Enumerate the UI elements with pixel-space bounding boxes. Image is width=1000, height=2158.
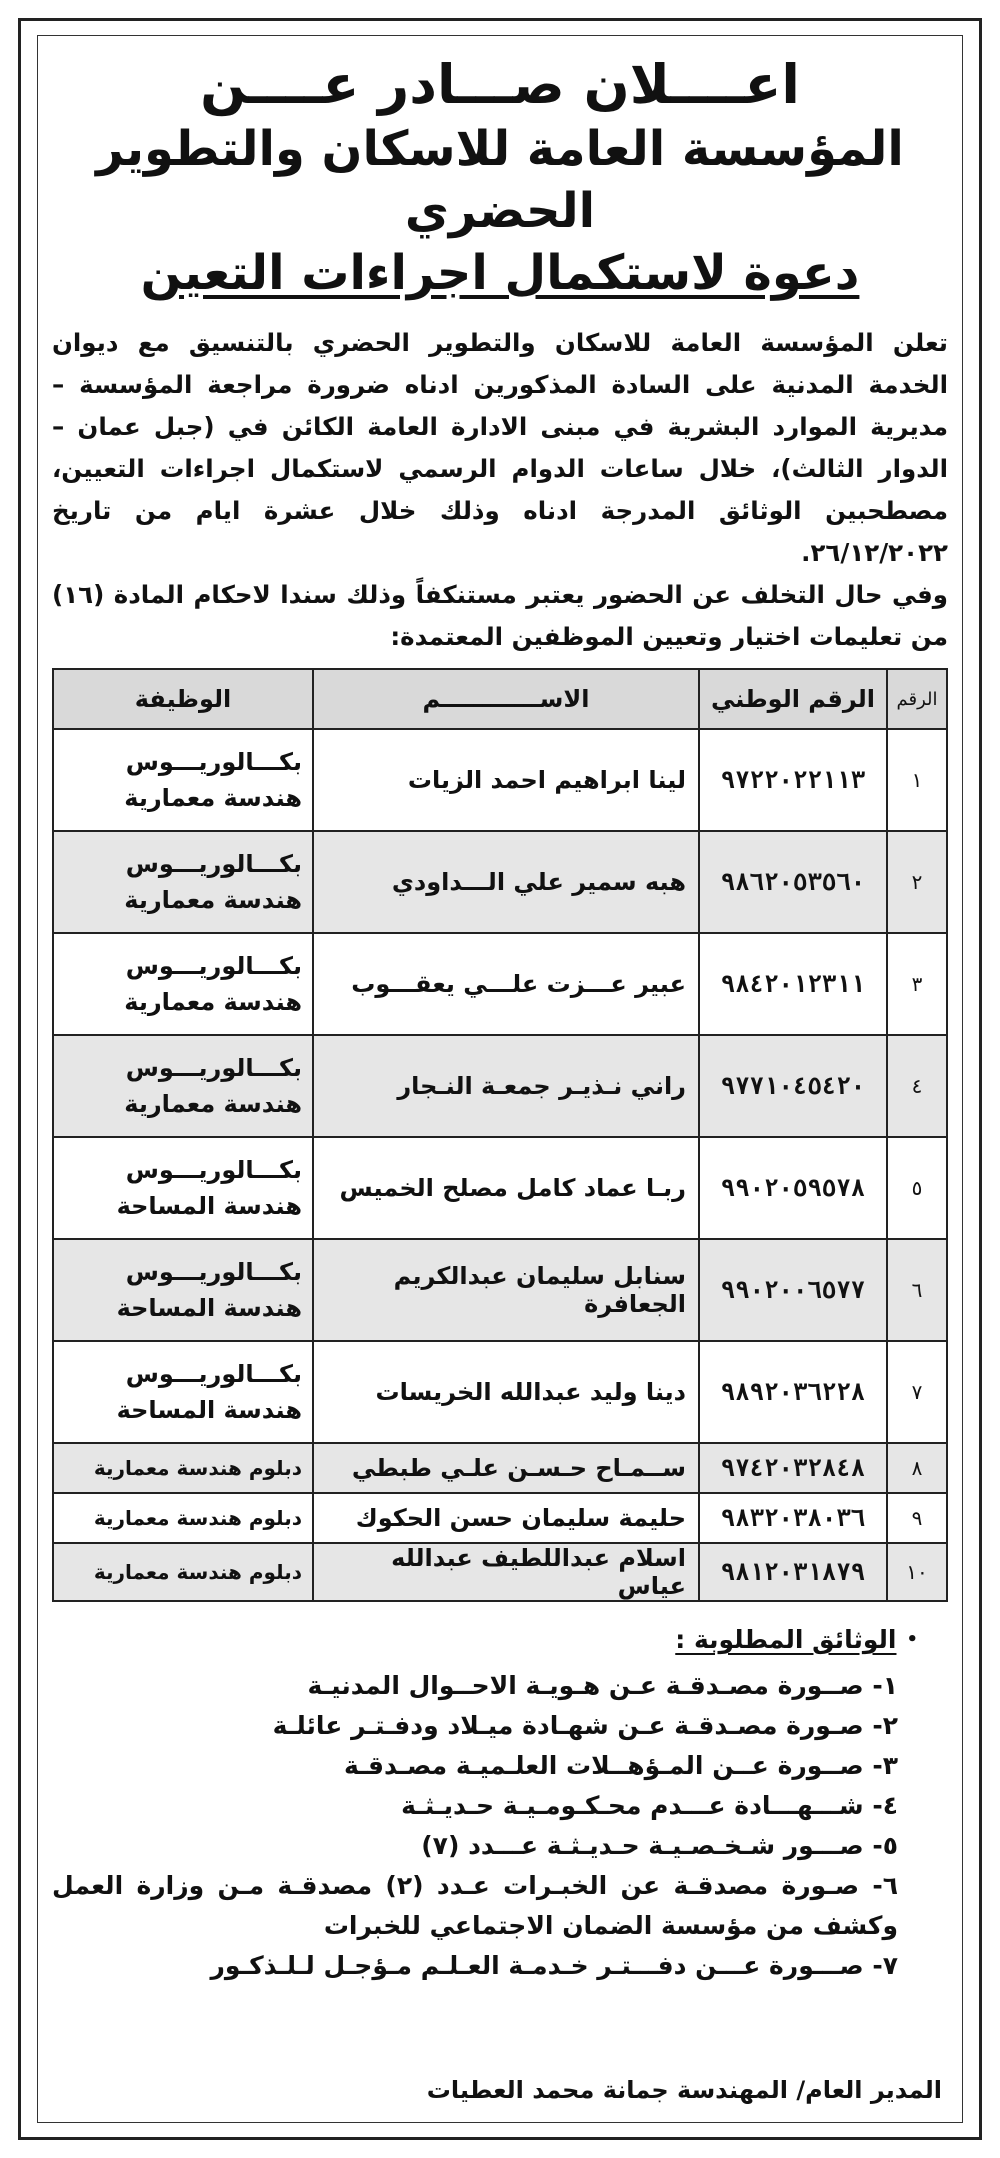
announcement-header <box>52 52 948 304</box>
bullet-icon: • <box>906 1629 918 1650</box>
row-name: سنابل سليمان عبدالكريم الجعافرة <box>313 1239 699 1341</box>
row-national-id: ٩٧٤٢٠٣٢٨٤٨ <box>699 1443 887 1493</box>
table-row <box>53 1137 947 1239</box>
row-job <box>53 1035 313 1137</box>
table-row <box>53 1239 947 1341</box>
header-national-id: الرقم الوطني <box>699 669 887 729</box>
list-item: ٥- صـــور شـخـصـيـة حـديـثـة عـــدد (٧) <box>421 1831 898 1860</box>
list-item: ٢- صـورة مصـدقـة عـن شهـادة ميـلاد ودفـتـر عائلـة <box>272 1711 898 1740</box>
row-name: راني نـذيـر جمعـة النـجار <box>313 1035 699 1137</box>
row-name: لينا ابراهيم احمد الزيات <box>313 729 699 831</box>
row-num: ٤ <box>887 1035 947 1137</box>
row-national-id: ٩٧٢٢٠٢٢١١٣ <box>699 729 887 831</box>
header-name: الاســــــــــــم <box>313 669 699 729</box>
row-num: ٧ <box>887 1341 947 1443</box>
table-row <box>53 729 947 831</box>
header-job: الوظيفة <box>53 669 313 729</box>
intro-paragraph-2: وفي حال التخلف عن الحضور يعتبر مستنكفاً وذلك سندا لاحكام المادة (١٦) من تعليمات اختيار وتعيين الموظفين المعتمدة: <box>52 580 948 651</box>
row-name: ســمـاح حـسـن علـي طبطي <box>313 1443 699 1493</box>
row-job <box>53 933 313 1035</box>
required-documents <box>52 1620 948 1986</box>
row-job-field: هندسة المساحة <box>116 1192 302 1220</box>
list-item: ٧- صـــورة عـــن دفـــتـر خـدمـة العـلـم مـؤجـل لـلـذكـور <box>210 1951 898 1980</box>
table-row <box>53 1543 947 1601</box>
list-item: ٦- صـورة مصدقـة عن الخبـرات عـدد (٢) مصدقـة مـن وزارة العمل وكشف من مؤسسة الضمان الاجتماعي للخبرات <box>52 1871 898 1940</box>
list-item: ٣- صــورة عــن المـؤهــلات العلـميـة مصـدقـة <box>343 1751 898 1780</box>
row-num: ٢ <box>887 831 947 933</box>
documents-title <box>52 1620 918 1660</box>
row-job-field: هندسة معمارية <box>124 886 302 914</box>
row-job <box>53 1239 313 1341</box>
table-row <box>53 1035 947 1137</box>
row-national-id: ٩٨١٢٠٣١٨٧٩ <box>699 1543 887 1601</box>
announcement-page <box>18 18 982 2140</box>
table-row <box>53 933 947 1035</box>
row-num: ٦ <box>887 1239 947 1341</box>
row-national-id: ٩٨٩٢٠٣٦٢٢٨ <box>699 1341 887 1443</box>
table-row <box>53 1493 947 1543</box>
intro-paragraph-1: تعلن المؤسسة العامة للاسكان والتطوير الحضري بالتنسيق مع ديوان الخدمة المدنية على السادة المذكورين ادناه ضرورة مراجعة المؤسسة – مديرية الموارد البشرية في مبنى الادارة العامة الكائن في (جبل عمان – الدوار الثالث)، خلال ساعات الدوام الرسمي لاستكمال اجراءات التعيين، مصطحبين الوثائق المدرجة ادناه وذلك خلال عشرة ايام من تاريخ ٢٦/١٢/٢٠٢٢. <box>52 328 948 567</box>
row-job-degree: بكـــالوريـــوس <box>125 1258 302 1286</box>
row-job-field: هندسة معمارية <box>124 988 302 1016</box>
row-job <box>53 1137 313 1239</box>
row-job <box>53 831 313 933</box>
row-name: دينا وليد عبدالله الخريسات <box>313 1341 699 1443</box>
row-national-id: ٩٧٧١٠٤٥٤٢٠ <box>699 1035 887 1137</box>
list-item: ١- صــورة مصـدقـة عـن هـويـة الاحــوال المدنيـة <box>307 1671 898 1700</box>
table-row <box>53 1341 947 1443</box>
row-name: عبير عـــزت علـــي يعقـــوب <box>313 933 699 1035</box>
header-title-3: دعوة لاستكمال اجراءات التعين <box>140 245 860 301</box>
list-item: ٤- شـــهـــادة عـــدم محـكـومـيـة حـديـثـة <box>401 1791 898 1820</box>
documents-title-text: الوثائق المطلوبة : <box>675 1625 897 1654</box>
row-job <box>53 1341 313 1443</box>
row-job-degree: بكـــالوريـــوس <box>125 748 302 776</box>
candidates-table <box>52 668 948 1602</box>
row-job-field: هندسة معمارية <box>124 1090 302 1118</box>
row-national-id: ٩٨٤٢٠١٢٣١١ <box>699 933 887 1035</box>
row-job-degree: بكـــالوريـــوس <box>125 1360 302 1388</box>
announcement-inner-frame <box>37 35 963 2123</box>
row-num: ١٠ <box>887 1543 947 1601</box>
header-title-1: اعــــلان صـــادر عــــن <box>200 53 800 116</box>
row-job-field: هندسة معمارية <box>124 784 302 812</box>
row-job: دبلوم هندسة معمارية <box>53 1543 313 1601</box>
row-num: ٩ <box>887 1493 947 1543</box>
row-num: ١ <box>887 729 947 831</box>
row-num: ٨ <box>887 1443 947 1493</box>
row-job-degree: بكـــالوريـــوس <box>125 850 302 878</box>
row-national-id: ٩٩٠٢٠٠٦٥٧٧ <box>699 1239 887 1341</box>
row-national-id: ٩٨٣٢٠٣٨٠٣٦ <box>699 1493 887 1543</box>
row-job: دبلوم هندسة معمارية <box>53 1493 313 1543</box>
row-job-degree: بكـــالوريـــوس <box>125 1156 302 1184</box>
header-num: الرقم <box>887 669 947 729</box>
intro-text <box>52 322 948 658</box>
table-header-row <box>53 669 947 729</box>
row-job-degree: بكـــالوريـــوس <box>125 1054 302 1082</box>
header-title-2: المؤسسة العامة للاسكان والتطوير الحضري <box>96 121 904 239</box>
row-job: دبلوم هندسة معمارية <box>53 1443 313 1493</box>
row-name: اسلام عبداللطيف عبدالله عياس <box>313 1543 699 1601</box>
row-job <box>53 729 313 831</box>
row-job-degree: بكـــالوريـــوس <box>125 952 302 980</box>
row-name: هبه سمير علي الـــداودي <box>313 831 699 933</box>
table-row <box>53 831 947 933</box>
row-job-field: هندسة المساحة <box>116 1294 302 1322</box>
row-num: ٥ <box>887 1137 947 1239</box>
row-national-id: ٩٩٠٢٠٥٩٥٧٨ <box>699 1137 887 1239</box>
table-row <box>53 1443 947 1493</box>
row-name: حليمة سليمان حسن الحكوك <box>313 1493 699 1543</box>
row-job-field: هندسة المساحة <box>116 1396 302 1424</box>
row-num: ٣ <box>887 933 947 1035</box>
documents-list <box>52 1666 898 1986</box>
row-name: ربـا عماد كامل مصلح الخميس <box>313 1137 699 1239</box>
signature-line: المدير العام/ المهندسة جمانة محمد العطيات <box>426 2076 942 2104</box>
row-national-id: ٩٨٦٢٠٥٣٥٦٠ <box>699 831 887 933</box>
